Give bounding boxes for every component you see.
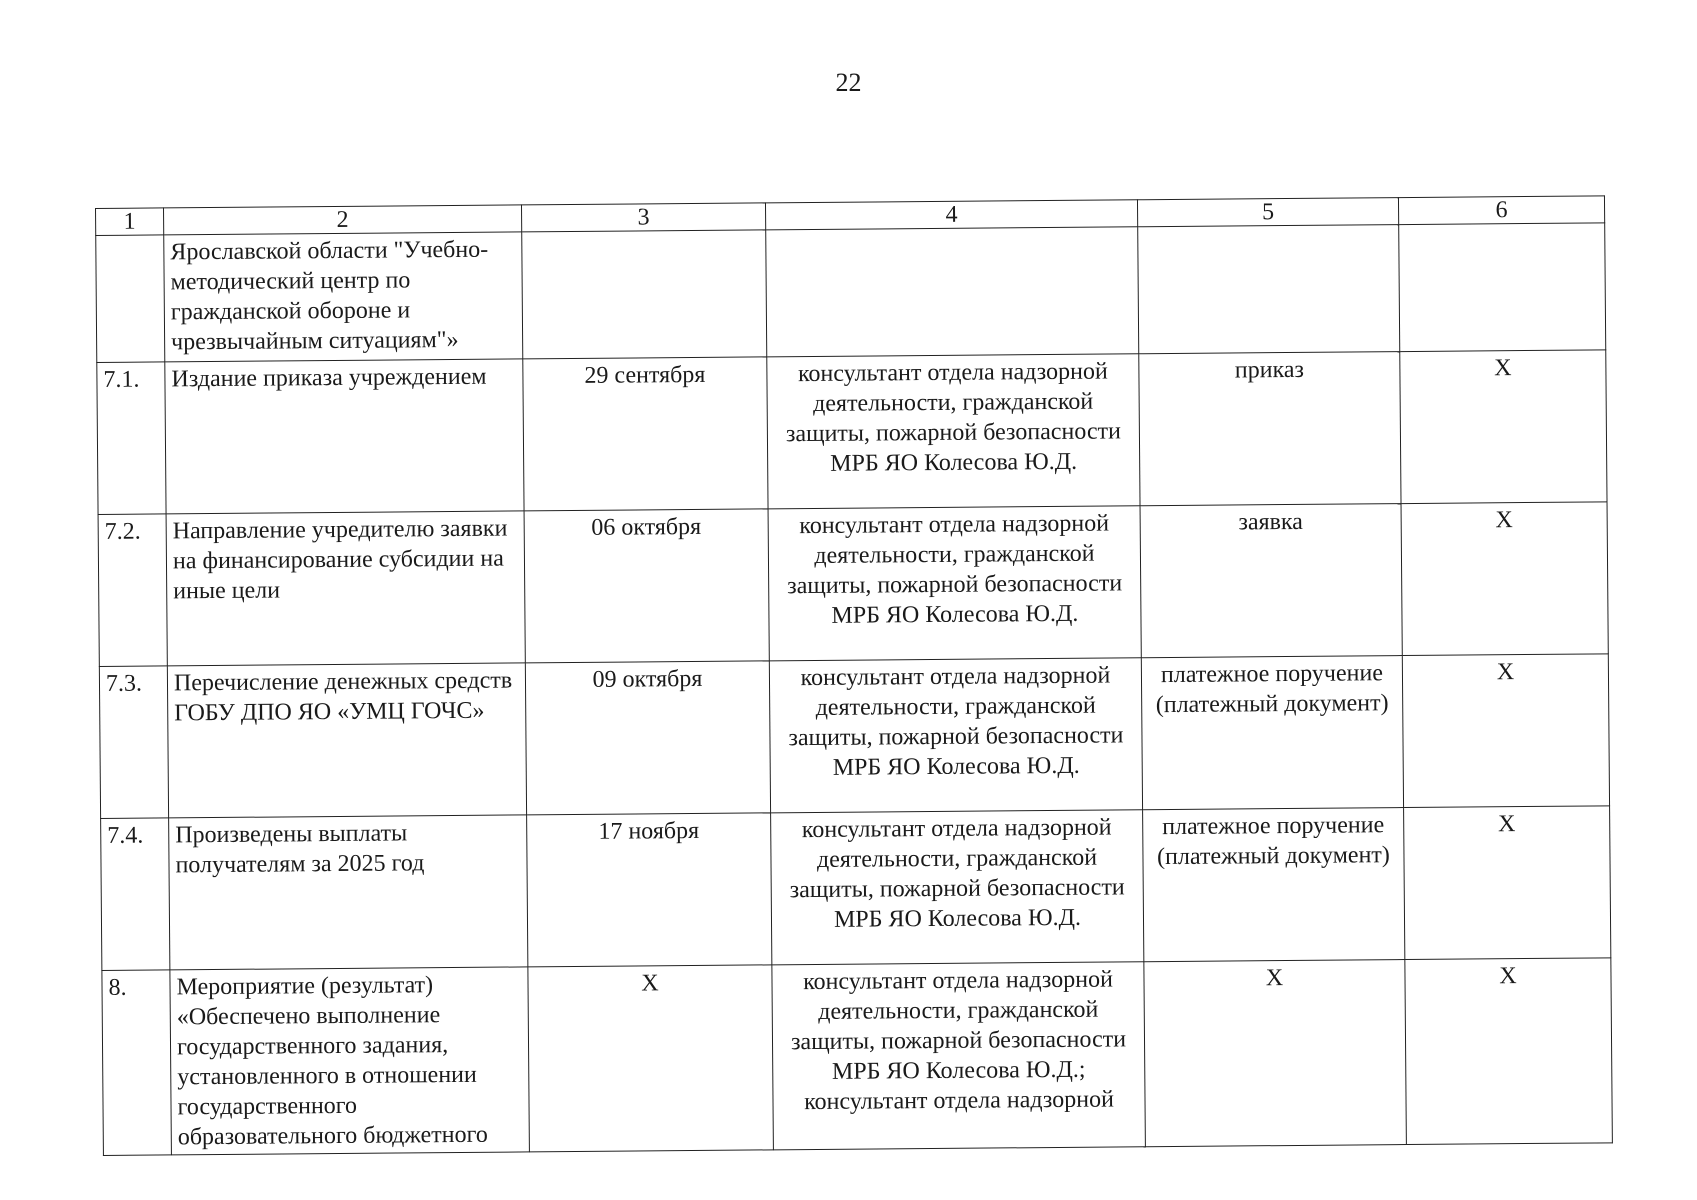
column-6-value: X: [1404, 806, 1611, 960]
document-type: [1138, 225, 1400, 354]
row-number: 7.4.: [101, 818, 170, 971]
column-header-6: 6: [1398, 196, 1604, 225]
document-type: заявка: [1140, 504, 1402, 658]
page-number: 22: [835, 68, 862, 97]
column-header-2: 2: [164, 205, 522, 235]
column-6-value: X: [1400, 350, 1607, 504]
row-number: 7.1.: [97, 362, 166, 515]
responsible-person: консультант отдела надзорной деятельности, гражданской защиты, пожарной безопасности МРБ ЯО Колесова Ю.Д.; консультант отдела надзорной: [772, 962, 1146, 1150]
table-row: [99, 654, 1609, 819]
event-name: Направление учредителю заявки на финансирование субсидии на иные цели: [166, 511, 525, 666]
event-name: Ярославской области "Учебно-методический центр по гражданской обороне и чрезвычайным ситуациям"»: [164, 232, 523, 362]
column-6-value: [1399, 223, 1606, 352]
deadline-date: 29 сентября: [523, 357, 768, 511]
document-type: X: [1144, 960, 1407, 1147]
column-header-3: 3: [521, 203, 765, 232]
row-number: 7.2.: [98, 514, 167, 667]
column-6-value: X: [1405, 958, 1613, 1145]
table-row: [101, 806, 1611, 971]
row-number: 7.3.: [99, 666, 168, 819]
plan-table-container: [95, 195, 1613, 1156]
deadline-date: 17 ноября: [527, 813, 772, 967]
deadline-date: [522, 230, 767, 359]
plan-table: [95, 195, 1613, 1156]
table-row: [98, 502, 1608, 667]
column-6-value: X: [1401, 502, 1608, 656]
deadline-date: X: [528, 965, 774, 1152]
row-number: [96, 235, 165, 363]
deadline-date: 09 октября: [525, 661, 770, 815]
responsible-person: [766, 227, 1139, 357]
table-row: [97, 350, 1607, 515]
responsible-person: консультант отдела надзорной деятельности, гражданской защиты, пожарной безопасности МРБ ЯО Колесова Ю.Д.: [769, 658, 1142, 813]
column-6-value: X: [1402, 654, 1609, 808]
table-row: [96, 223, 1606, 363]
column-header-1: 1: [96, 208, 164, 236]
event-name: Мероприятие (результат) «Обеспечено выполнение государственного задания, установленного в отношении государственного образовательного бюджетного: [170, 967, 530, 1155]
column-header-4: 4: [765, 200, 1137, 230]
row-number: 8.: [102, 970, 172, 1156]
event-name: Перечисление денежных средств ГОБУ ДПО ЯО «УМЦ ГОЧС»: [167, 663, 526, 818]
responsible-person: консультант отдела надзорной деятельности, гражданской защиты, пожарной безопасности МРБ ЯО Колесова Ю.Д.: [768, 506, 1141, 661]
responsible-person: консультант отдела надзорной деятельности, гражданской защиты, пожарной безопасности МРБ ЯО Колесова Ю.Д.: [771, 810, 1144, 965]
document-type: платежное поручение (платежный документ): [1143, 808, 1405, 962]
responsible-person: консультант отдела надзорной деятельности, гражданской защиты, пожарной безопасности МРБ ЯО Колесова Ю.Д.: [767, 354, 1140, 509]
deadline-date: 06 октября: [524, 509, 769, 663]
event-name: Произведены выплаты получателям за 2025 год: [169, 815, 528, 970]
table-row: [102, 958, 1612, 1156]
column-header-5: 5: [1137, 198, 1398, 227]
document-type: платежное поручение (платежный документ): [1141, 656, 1403, 810]
document-type: приказ: [1139, 352, 1401, 506]
event-name: Издание приказа учреждением: [165, 359, 524, 514]
